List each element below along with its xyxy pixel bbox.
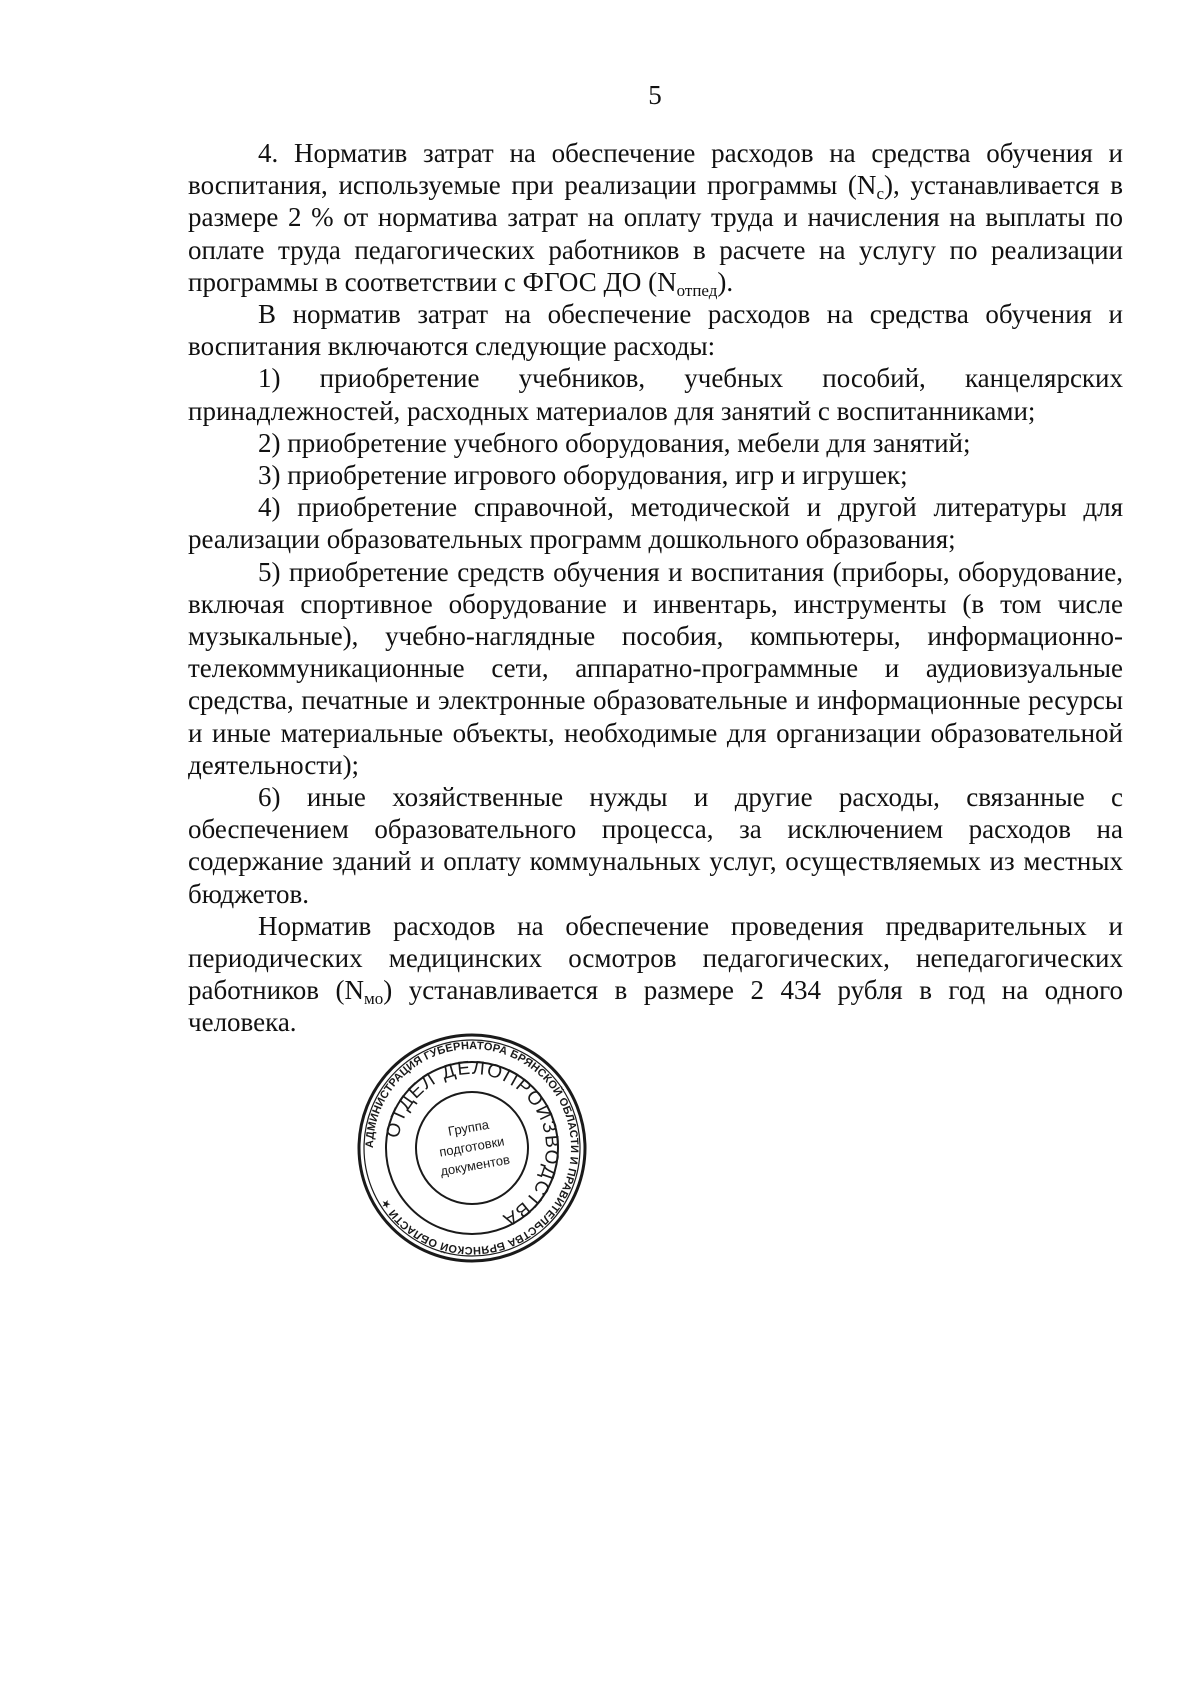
paragraph-text: ) устанавливается в размере 2 434 рубля в год на одного человека. bbox=[188, 975, 1123, 1038]
paragraph-text: ), устанавливается в размере 2 % от норматива затрат на оплату труда и начисления на выплаты по оплате труда педагогических работников в расчете на услугу по реализации программы в соответствии с ФГОС ДО (N bbox=[188, 170, 1123, 297]
stamp-inner-ring-textpath: ОТДЕЛ ДЕЛОПРОИЗВОДСТВА bbox=[382, 1057, 563, 1231]
subscript-otped: отпед bbox=[676, 280, 718, 300]
stamp-outer-ring-textpath: АДМИНИСТРАЦИЯ ГУБЕРНАТОРА БРЯНСКОЙ ОБЛАСТИ И ПРАВИТЕЛЬСТВА БРЯНСКОЙ ОБЛАСТИ ★ bbox=[363, 1039, 581, 1257]
paragraph-medical-exams bbox=[188, 910, 1123, 1039]
subscript-c: c bbox=[876, 184, 884, 204]
list-item-1: 1) приобретение учебников, учебных пособий, канцелярских принадлежностей, расходных материалов для занятий с воспитанниками; bbox=[188, 363, 1123, 426]
paragraph-included-expenses: В норматив затрат на обеспечение расходов на средства обучения и воспитания включаются следующие расходы: bbox=[188, 299, 1123, 362]
paragraph-text: 4. Норматив затрат на обеспечение расходов на средства обучения и воспитания, используемые при реализации программы (N bbox=[188, 138, 1123, 201]
list-item-3: 3) приобретение игрового оборудования, игр и игрушек; bbox=[258, 460, 908, 491]
list-item-5: 5) приобретение средств обучения и воспитания (приборы, оборудование, включая спортивное оборудование и инвентарь, инструменты (в том числе музыкальные), учебно-наглядные пособия, компьютеры, информационно-телекоммуникационные сети, аппаратно-программные и аудиовизуальные средства, печатные и электронные образовательные и информационные ресурсы и иные материальные объекты, необходимые для организации образовательной деятельности); bbox=[188, 556, 1123, 780]
page-number: 5 bbox=[648, 80, 662, 110]
office-seal-stamp bbox=[356, 1032, 588, 1264]
list-item-2: 2) приобретение учебного оборудования, мебели для занятий; bbox=[258, 427, 971, 458]
paragraph-text: Норматив расходов на обеспечение проведения предварительных и периодических медицинских осмотров педагогических, непедагогических работников (N bbox=[188, 910, 1123, 1006]
stamp-center-line-3: документов bbox=[439, 1151, 511, 1179]
stamp-center-line-2: подготовки bbox=[438, 1133, 506, 1160]
list-item-4: 4) приобретение справочной, методической и другой литературы для реализации образовательных программ дошкольного образования; bbox=[188, 492, 1123, 555]
list-item-6: 6) иные хозяйственные нужды и другие расходы, связанные с обеспечением образовательного процесса, за исключением расходов на содержание зданий и оплату коммунальных услуг, осуществляемых из местных бюджетов. bbox=[188, 782, 1123, 909]
paragraph-text: ). bbox=[717, 266, 734, 297]
paragraph-norm-teaching-aids bbox=[188, 137, 1123, 298]
subscript-mo: мо bbox=[364, 989, 384, 1009]
stamp-center-line-1: Группа bbox=[446, 1116, 491, 1139]
document-body bbox=[188, 137, 1123, 1039]
